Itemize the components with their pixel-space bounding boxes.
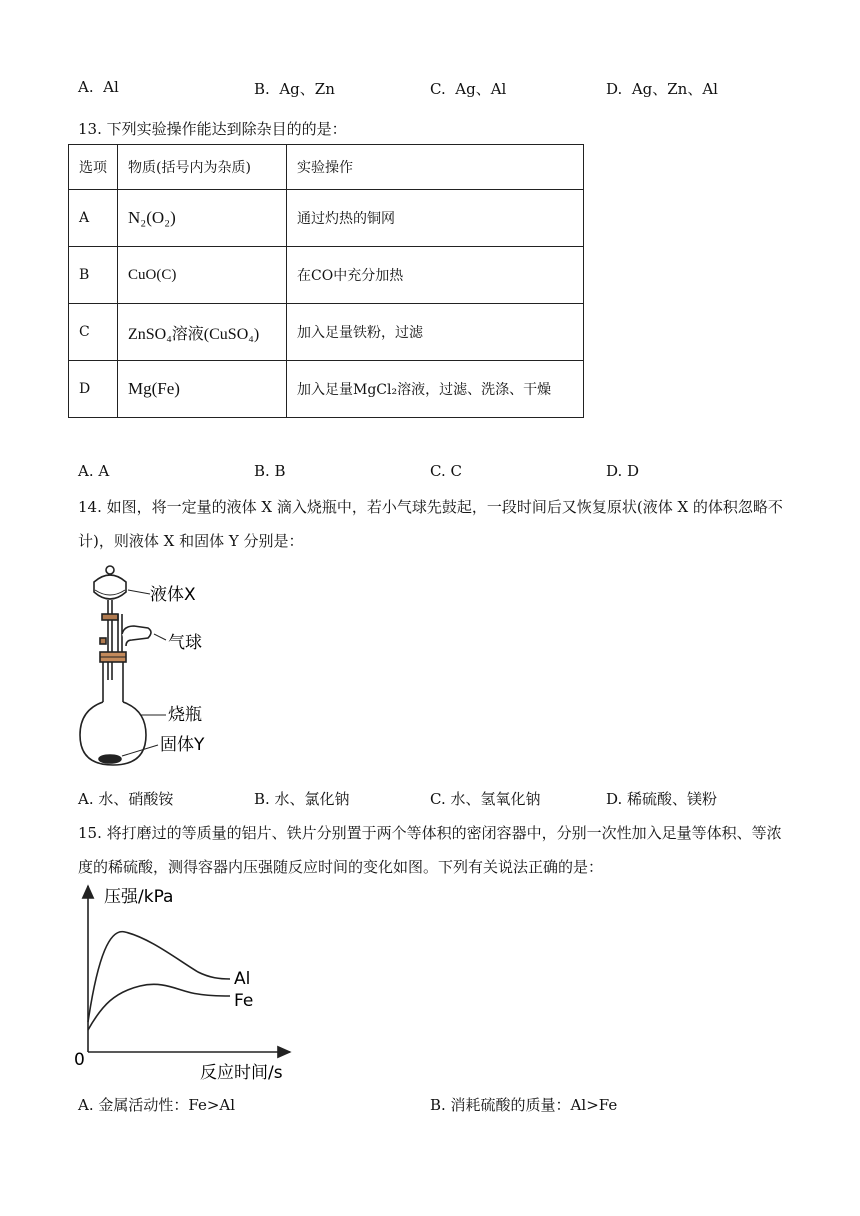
operation-cell: 加入足量MgCl₂溶液，过滤、洗涤、干燥 (287, 361, 584, 418)
q13-table (68, 144, 584, 418)
substance-cell: N₂(O₂) (118, 190, 287, 247)
pressure-time-chart (70, 880, 310, 1085)
option-cell: C (69, 304, 118, 361)
q15-stem-line1: 15. 将打磨过的等质量的铝片、铁片分别置于两个等体积的密闭容器中，分别一次性加入足量等体积、等浓 (78, 824, 782, 842)
q14-stem-line2: 计)，则液体 X 和固体 Y 分别是： (78, 532, 304, 550)
series-fe-line (88, 984, 230, 1030)
q14-option-a: A. 水、硝酸铵 (78, 790, 174, 808)
series-al-line (88, 932, 230, 1022)
flask-apparatus-figure (70, 560, 250, 775)
header-cell: 物质(括号内为杂质) (118, 145, 287, 190)
balloon-label: 气球 (168, 633, 202, 653)
operation-cell: 加入足量铁粉，过滤 (287, 304, 584, 361)
operation-cell: 通过灼热的铜网 (287, 190, 584, 247)
header-cell: 实验操作 (287, 145, 584, 190)
option-cell: A (69, 190, 118, 247)
x-axis-label: 反应时间/s (200, 1063, 283, 1083)
operation-cell: 在CO中充分加热 (287, 247, 584, 304)
q14-option-d: D. 稀硫酸、镁粉 (606, 790, 718, 808)
series-fe-label: Fe (234, 991, 254, 1011)
q14-stem-line1: 14. 如图，将一定量的液体 X 滴入烧瓶中，若小气球先鼓起，一段时间后又恢复原状(液体 X 的体积忽略不 (78, 498, 783, 516)
origin-label: 0 (74, 1050, 85, 1070)
q15-option-b: B. 消耗硫酸的质量：Al>Fe (430, 1096, 618, 1114)
q15-stem-line2: 度的稀硫酸，测得容器内压强随反应时间的变化如图。下列有关说法正确的是： (78, 858, 604, 876)
q13-stem: 13. 下列实验操作能达到除杂目的的是： (78, 120, 347, 138)
q12-option-d: D. Ag、Zn、Al (606, 80, 718, 98)
option-cell: B (69, 247, 118, 304)
liquid-x-label: 液体X (150, 585, 196, 605)
q13-option-c: C. C (430, 462, 462, 480)
q12-option-b: B. Ag、Zn (254, 80, 335, 98)
q13-option-d: D. D (606, 462, 640, 480)
header-cell: 选项 (69, 145, 118, 190)
q12-option-a: A. Al (78, 78, 119, 96)
substance-cell: ZnSO₄溶液(CuSO₄) (118, 304, 287, 361)
q13-option-b: B. B (254, 462, 286, 480)
solid-y-label: 固体Y (160, 735, 205, 755)
table-header-row (69, 145, 584, 190)
y-axis-label: 压强/kPa (104, 887, 174, 907)
q12-option-c: C. Ag、Al (430, 80, 507, 98)
series-al-label: Al (234, 969, 251, 989)
q14-option-c: C. 水、氢氧化钠 (430, 790, 541, 808)
table-row (69, 247, 584, 304)
flask-label: 烧瓶 (168, 705, 202, 725)
q15-option-a: A. 金属活动性：Fe>Al (78, 1096, 236, 1114)
q14-option-b: B. 水、氯化钠 (254, 790, 350, 808)
q13-option-a: A. A (78, 462, 110, 480)
substance-cell: CuO(C) (118, 247, 287, 304)
table-row (69, 304, 584, 361)
table-row (69, 361, 584, 418)
substance-cell: Mg(Fe) (118, 361, 287, 418)
table-row (69, 190, 584, 247)
option-cell: D (69, 361, 118, 418)
